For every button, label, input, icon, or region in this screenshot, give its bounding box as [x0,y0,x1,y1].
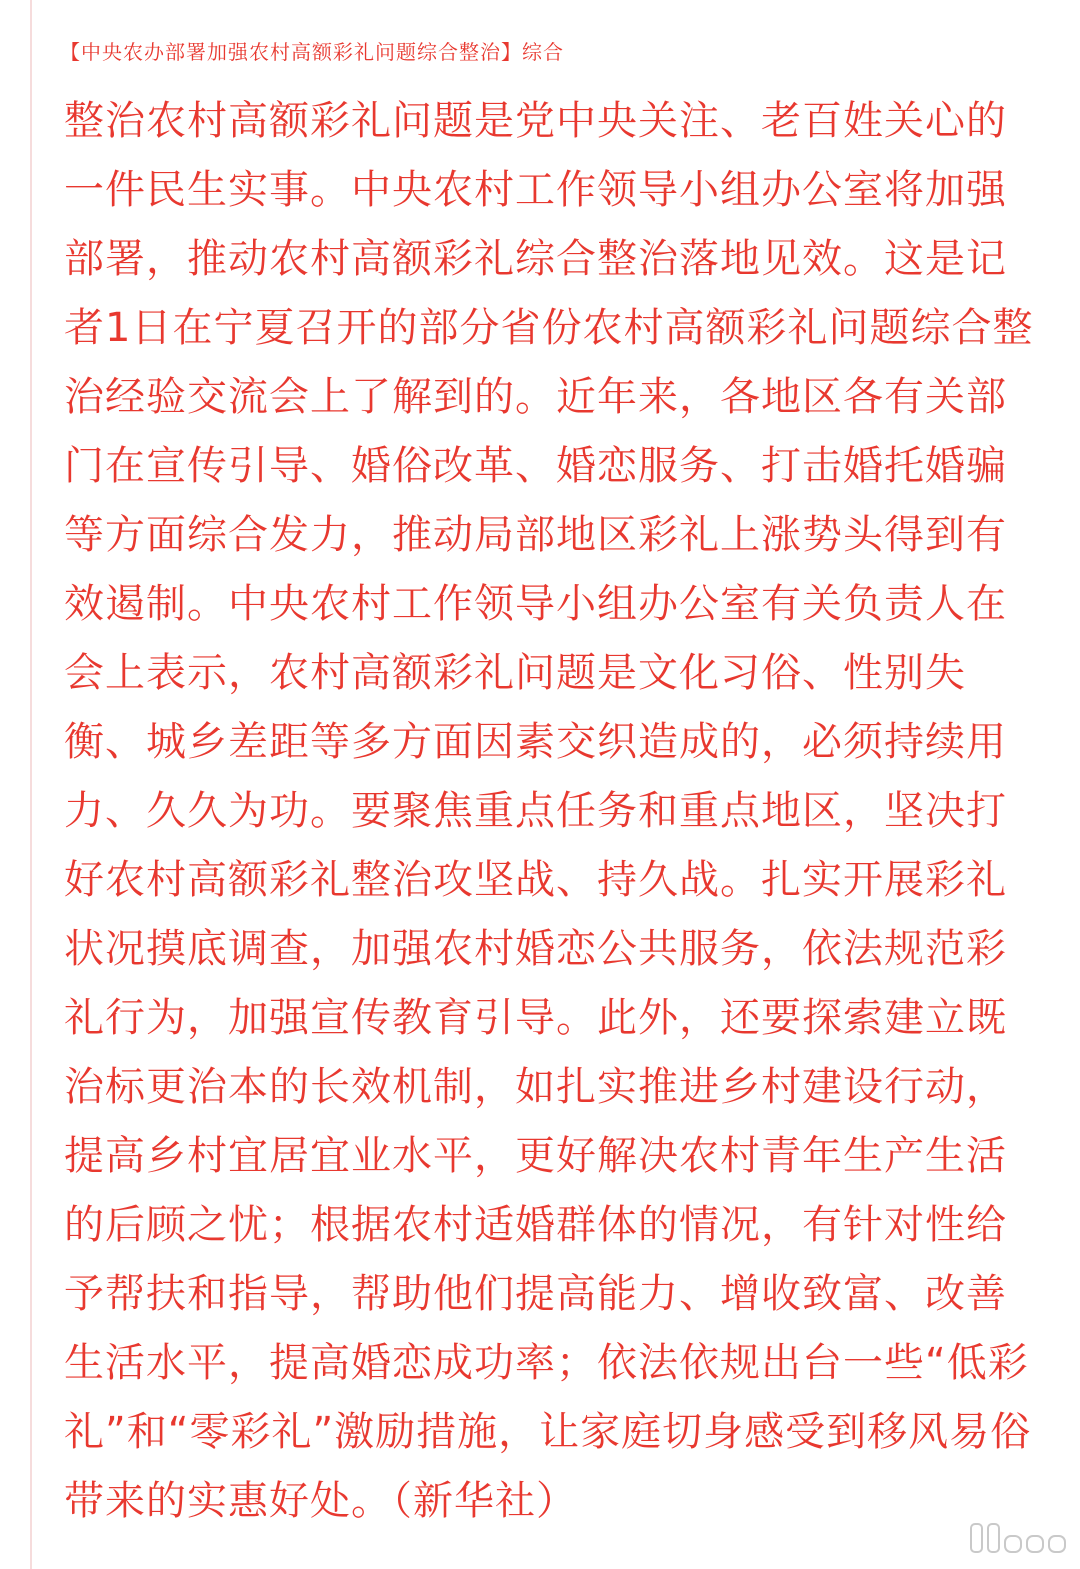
logo-stroke [970,1523,983,1553]
article-line: 治经验交流会上了解到的。近年来，各地区各有关部 [64,374,1007,420]
article-line: 提高乡村宜居宜业水平，更好解决农村青年生产生活 [64,1133,1007,1179]
article-line: 带来的实惠好处。（新华社） [64,1478,577,1524]
logo-stroke [1004,1535,1022,1553]
margin-rule [30,0,32,1569]
article-line: 门在宣传引导、婚俗改革、婚恋服务、打击婚托婚骗 [64,443,1007,489]
article-line: 【中央农办部署加强农村高额彩礼问题综合整治】综合 [60,40,564,64]
article-line: 好农村高额彩礼整治攻坚战、持久战。扎实开展彩礼 [64,857,1007,903]
article-line: 治标更治本的长效机制，如扎实推进乡村建设行动， [64,1064,1007,1110]
article-body [60,18,1054,1536]
article-line: 予帮扶和指导，帮助他们提高能力、增收致富、改善 [64,1271,1007,1317]
article-line: 礼”和“零彩礼”激励措施，让家庭切身感受到移风易俗 [64,1409,1032,1455]
logo-stroke [1026,1535,1044,1553]
article-line: 效遏制。中央农村工作领导小组办公室有关负责人在 [64,581,1007,627]
logo-stroke [987,1523,1000,1553]
article-line: 礼行为，加强宣传教育引导。此外，还要探索建立既 [64,995,1007,1041]
article-line: 衡、城乡差距等多方面因素交织造成的，必须持续用 [64,719,1007,765]
article-line: 一件民生实事。中央农村工作领导小组办公室将加强 [64,167,1007,213]
article-line: 状况摸底调查，加强农村婚恋公共服务，依法规范彩 [64,926,1007,972]
article-line: 会上表示，农村高额彩礼问题是文化习俗、性别失 [64,650,966,696]
article-line: 力、久久为功。要聚焦重点任务和重点地区，坚决打 [64,788,1007,834]
platform-logo-icon [970,1523,1066,1553]
article-line: 部署，推动农村高额彩礼综合整治落地见效。这是记 [64,236,1007,282]
article-line: 整治农村高额彩礼问题是党中央关注、老百姓关心的 [64,98,1007,144]
logo-stroke [1048,1535,1066,1553]
article-line: 者1日在宁夏召开的部分省份农村高额彩礼问题综合整 [64,305,1034,351]
article-line: 生活水平，提高婚恋成功率；依法依规出台一些“低彩 [64,1340,1029,1386]
article-line: 的后顾之忧；根据农村适婚群体的情况，有针对性给 [64,1202,1007,1248]
article-line: 等方面综合发力，推动局部地区彩礼上涨势头得到有 [64,512,1007,558]
